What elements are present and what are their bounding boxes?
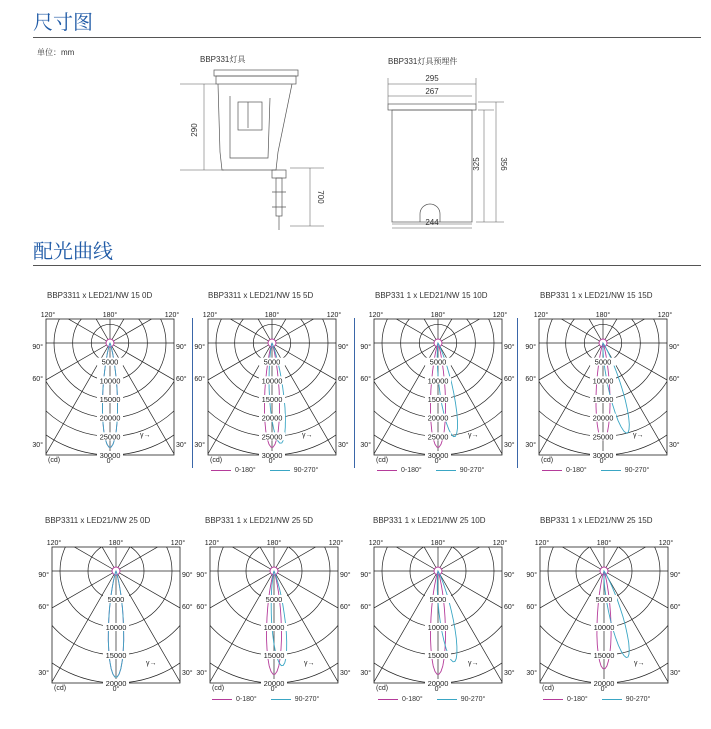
radial-label: 10000 xyxy=(592,376,614,386)
embed-drawing xyxy=(378,64,508,234)
legend-swatch-90-270 xyxy=(437,699,457,700)
angle-label: 60° xyxy=(182,604,193,611)
angle-label: 90° xyxy=(360,344,371,351)
unit-label: (cd) xyxy=(376,457,389,464)
radial-label: 15000 xyxy=(263,651,285,660)
unit-label: (cd) xyxy=(48,457,61,464)
unit-label: 单位：mm xyxy=(37,48,75,57)
gamma-indicator: γ→ xyxy=(634,660,645,667)
chart-title-7: BBP331 1 x LED21/NW 25 10D xyxy=(373,516,486,525)
fixture-drawing xyxy=(180,62,330,234)
legend-chart-2 xyxy=(211,467,318,474)
angle-label: 90° xyxy=(182,572,193,579)
unit-label: (cd) xyxy=(54,685,67,692)
radial-label: 30000 xyxy=(592,451,614,460)
legend-label-0-180: 0-180° xyxy=(236,696,257,703)
radial-label: 25000 xyxy=(99,432,121,442)
angle-label: 60° xyxy=(338,376,349,383)
polar-chart-2 xyxy=(194,307,350,469)
angle-label: 60° xyxy=(32,376,43,383)
polar-spoke xyxy=(196,571,274,697)
radial-label: 20000 xyxy=(263,679,285,688)
angle-label: 120° xyxy=(492,540,508,547)
radial-label: 25000 xyxy=(592,432,614,442)
legend-swatch-0-180 xyxy=(542,470,562,471)
radial-label: 30000 xyxy=(99,451,121,460)
angle-label: 30° xyxy=(38,670,49,677)
angle-label: 60° xyxy=(525,376,536,383)
fixture-height-dim: 290 xyxy=(190,123,199,137)
angle-label: 90° xyxy=(38,572,49,579)
chart-divider-2 xyxy=(354,318,355,468)
unit-label: (cd) xyxy=(376,685,389,692)
angle-label: 120° xyxy=(170,540,186,547)
chart-title-3: BBP331 1 x LED21/NW 15 10D xyxy=(375,291,488,300)
radial-label: 5000 xyxy=(429,357,447,367)
unit-label: (cd) xyxy=(541,457,554,464)
embed-inner-width-dim: 267 xyxy=(425,87,439,96)
polar-grid-lines xyxy=(38,535,194,697)
polar-spoke xyxy=(360,571,438,697)
radial-label: 5000 xyxy=(107,595,125,604)
fixture-stem-dim: 700 xyxy=(316,190,325,204)
angle-label: 30° xyxy=(360,670,371,677)
radial-label: 20000 xyxy=(593,679,615,688)
angle-label: 120° xyxy=(326,312,342,319)
polar-grid-lines xyxy=(525,307,681,469)
radial-label: 5000 xyxy=(594,357,612,367)
angle-label: 0° xyxy=(106,458,114,465)
angle-label: 120° xyxy=(368,312,384,319)
angle-label: 0° xyxy=(434,686,442,693)
polar-spoke xyxy=(526,571,604,697)
angle-label: 60° xyxy=(38,604,49,611)
polar-grid-lines xyxy=(194,307,350,469)
angle-label: 60° xyxy=(360,376,371,383)
legend-label-90-270: 90-270° xyxy=(625,696,651,703)
gamma-indicator: γ→ xyxy=(146,660,157,667)
angle-label: 30° xyxy=(32,442,43,449)
polar-spoke xyxy=(116,571,194,697)
angle-label: 90° xyxy=(196,572,207,579)
legend-label-0-180: 0-180° xyxy=(402,696,423,703)
angle-label: 90° xyxy=(670,572,681,579)
legend-label-90-270: 90-270° xyxy=(459,467,485,474)
curve-section-rule xyxy=(33,265,701,266)
embed-outer-width-dim: 295 xyxy=(425,74,439,83)
polar-chart-3 xyxy=(360,307,516,469)
angle-label: 180° xyxy=(595,312,611,319)
legend-chart-6 xyxy=(212,696,319,703)
embed-height-outer-dim: 356 xyxy=(499,157,508,171)
polar-spoke xyxy=(38,571,116,697)
radial-label: 15000 xyxy=(105,651,127,660)
angle-label: 180° xyxy=(108,540,124,547)
angle-label: 0° xyxy=(600,686,608,693)
polar-chart-6 xyxy=(196,535,352,697)
unit-label: (cd) xyxy=(542,685,555,692)
angle-label: 180° xyxy=(266,540,282,547)
legend-label-90-270: 90-270° xyxy=(294,696,320,703)
fixture-label: BBP331灯具 xyxy=(200,55,246,64)
legend-label-90-270: 90-270° xyxy=(624,467,650,474)
angle-label: 120° xyxy=(534,540,550,547)
polar-spoke xyxy=(438,571,516,697)
legend-chart-3 xyxy=(377,467,484,474)
angle-label: 30° xyxy=(670,670,681,677)
legend-chart-8 xyxy=(543,696,650,703)
chart-title-6: BBP331 1 x LED21/NW 25 5D xyxy=(205,516,314,525)
radial-label: 10000 xyxy=(105,623,127,632)
radial-label: 20000 xyxy=(592,413,614,423)
angle-label: 60° xyxy=(196,604,207,611)
angle-label: 60° xyxy=(504,604,515,611)
gamma-indicator: γ→ xyxy=(304,660,315,667)
legend-swatch-90-270 xyxy=(270,470,290,471)
dimension-section-rule xyxy=(33,37,701,38)
angle-label: 90° xyxy=(32,344,43,351)
polar-grid-lines xyxy=(32,307,188,469)
angle-label: 30° xyxy=(526,670,537,677)
gamma-indicator: γ→ xyxy=(140,432,151,439)
embed-height-inner-dim: 325 xyxy=(472,157,481,171)
angle-label: 30° xyxy=(504,442,515,449)
polar-spoke xyxy=(360,571,438,697)
polar-chart-4 xyxy=(525,307,681,469)
angle-label: 180° xyxy=(264,312,280,319)
polar-grid-lines xyxy=(360,307,516,469)
radial-label: 10000 xyxy=(593,623,615,632)
angle-label: 30° xyxy=(525,442,536,449)
angle-label: 90° xyxy=(669,344,680,351)
chart-title-2: BBP3311 x LED21/NW 15 5D xyxy=(208,291,314,300)
radial-label: 20000 xyxy=(427,413,449,423)
chart-title-4: BBP331 1 x LED21/NW 15 15D xyxy=(540,291,653,300)
angle-label: 120° xyxy=(328,540,344,547)
radial-label: 5000 xyxy=(595,595,613,604)
legend-swatch-90-270 xyxy=(601,470,621,471)
polar-grid-lines xyxy=(526,535,682,697)
legend-swatch-0-180 xyxy=(543,699,563,700)
radial-label: 5000 xyxy=(265,595,283,604)
radial-label: 10000 xyxy=(263,623,285,632)
chart-title-8: BBP331 1 x LED21/NW 25 15D xyxy=(540,516,653,525)
gamma-indicator: γ→ xyxy=(468,432,479,439)
angle-label: 60° xyxy=(194,376,205,383)
radial-label: 20000 xyxy=(261,413,283,423)
angle-label: 90° xyxy=(526,572,537,579)
angle-label: 60° xyxy=(669,376,680,383)
radial-label: 20000 xyxy=(427,679,449,688)
radial-label: 25000 xyxy=(427,432,449,442)
polar-spoke xyxy=(38,571,116,697)
embed-label: BBP331灯具预埋件 xyxy=(388,57,458,66)
angle-label: 120° xyxy=(533,312,549,319)
angle-label: 30° xyxy=(196,670,207,677)
angle-label: 120° xyxy=(492,312,508,319)
legend-label-0-180: 0-180° xyxy=(566,467,587,474)
radial-label: 20000 xyxy=(105,679,127,688)
polar-grid-lines xyxy=(196,535,352,697)
angle-label: 30° xyxy=(360,442,371,449)
angle-label: 30° xyxy=(182,670,193,677)
radial-label: 10000 xyxy=(261,376,283,386)
angle-label: 30° xyxy=(669,442,680,449)
radial-label: 15000 xyxy=(261,395,283,404)
angle-label: 120° xyxy=(40,312,56,319)
angle-label: 90° xyxy=(360,572,371,579)
angle-label: 30° xyxy=(194,442,205,449)
polar-chart-8 xyxy=(526,535,682,697)
polar-spoke xyxy=(116,571,194,697)
chart-title-5: BBP3311 x LED21/NW 25 0D xyxy=(45,516,151,525)
radial-label: 10000 xyxy=(427,376,449,386)
angle-label: 90° xyxy=(525,344,536,351)
curve-section-title: 配光曲线 xyxy=(33,239,113,263)
polar-spoke xyxy=(274,571,352,697)
radial-label: 20000 xyxy=(99,413,121,423)
angle-label: 90° xyxy=(338,344,349,351)
series-curve-90-270 xyxy=(437,571,457,662)
chart-divider-1 xyxy=(192,318,193,468)
legend-label-90-270: 90-270° xyxy=(460,696,486,703)
angle-label: 0° xyxy=(268,458,276,465)
legend-swatch-0-180 xyxy=(211,470,231,471)
angle-label: 60° xyxy=(340,604,351,611)
angle-label: 60° xyxy=(670,604,681,611)
dimension-section-title: 尺寸图 xyxy=(33,10,93,34)
embed-bottom-width-dim: 244 xyxy=(425,218,439,227)
legend-chart-4 xyxy=(542,467,649,474)
radial-label: 10000 xyxy=(427,623,449,632)
angle-label: 120° xyxy=(204,540,220,547)
angle-label: 90° xyxy=(176,344,187,351)
legend-swatch-0-180 xyxy=(378,699,398,700)
gamma-indicator: γ→ xyxy=(468,660,479,667)
polar-spoke xyxy=(604,571,682,697)
unit-label: (cd) xyxy=(210,457,223,464)
angle-label: 0° xyxy=(270,686,278,693)
angle-label: 180° xyxy=(430,540,446,547)
polar-grid-lines xyxy=(360,535,516,697)
series-curve-90-270 xyxy=(604,571,629,658)
polar-chart-1 xyxy=(32,307,188,469)
angle-label: 90° xyxy=(340,572,351,579)
angle-label: 120° xyxy=(46,540,62,547)
polar-chart-7 xyxy=(360,535,516,697)
angle-label: 60° xyxy=(360,604,371,611)
radial-label: 15000 xyxy=(99,395,121,404)
angle-label: 0° xyxy=(434,458,442,465)
radial-label: 15000 xyxy=(427,395,449,404)
angle-label: 0° xyxy=(599,458,607,465)
radial-label: 30000 xyxy=(261,451,283,460)
angle-label: 30° xyxy=(176,442,187,449)
angle-label: 30° xyxy=(338,442,349,449)
angle-label: 90° xyxy=(194,344,205,351)
radial-label: 15000 xyxy=(592,395,614,404)
unit-label: (cd) xyxy=(212,685,225,692)
radial-label: 5000 xyxy=(101,357,119,367)
radial-label: 5000 xyxy=(429,595,447,604)
angle-label: 180° xyxy=(596,540,612,547)
angle-label: 60° xyxy=(504,376,515,383)
angle-label: 120° xyxy=(368,540,384,547)
angle-label: 180° xyxy=(430,312,446,319)
legend-label-90-270: 90-270° xyxy=(293,467,319,474)
legend-swatch-0-180 xyxy=(377,470,397,471)
angle-label: 0° xyxy=(112,686,120,693)
radial-label: 25000 xyxy=(261,432,283,442)
radial-label: 15000 xyxy=(593,651,615,660)
polar-spoke xyxy=(274,571,352,697)
legend-label-0-180: 0-180° xyxy=(401,467,422,474)
angle-label: 180° xyxy=(102,312,118,319)
angle-label: 90° xyxy=(504,572,515,579)
chart-divider-3 xyxy=(517,318,518,468)
radial-label: 30000 xyxy=(427,451,449,460)
legend-chart-7 xyxy=(378,696,485,703)
angle-label: 120° xyxy=(658,540,674,547)
polar-spoke xyxy=(196,571,274,697)
angle-label: 120° xyxy=(657,312,673,319)
legend-swatch-90-270 xyxy=(436,470,456,471)
radial-label: 10000 xyxy=(99,376,121,386)
polar-chart-5 xyxy=(38,535,194,697)
radial-label: 15000 xyxy=(427,651,449,660)
angle-label: 60° xyxy=(526,604,537,611)
angle-label: 120° xyxy=(202,312,218,319)
polar-spoke xyxy=(526,571,604,697)
legend-swatch-90-270 xyxy=(271,699,291,700)
angle-label: 120° xyxy=(164,312,180,319)
angle-label: 30° xyxy=(504,670,515,677)
polar-spoke xyxy=(438,571,516,697)
radial-label: 5000 xyxy=(263,357,281,367)
angle-label: 90° xyxy=(504,344,515,351)
legend-swatch-0-180 xyxy=(212,699,232,700)
gamma-indicator: γ→ xyxy=(302,432,313,439)
polar-spoke xyxy=(604,571,682,697)
legend-label-0-180: 0-180° xyxy=(567,696,588,703)
legend-swatch-90-270 xyxy=(602,699,622,700)
gamma-indicator: γ→ xyxy=(633,432,644,439)
chart-title-1: BBP3311 x LED21/NW 15 0D xyxy=(47,291,153,300)
angle-label: 60° xyxy=(176,376,187,383)
legend-label-0-180: 0-180° xyxy=(235,467,256,474)
angle-label: 30° xyxy=(340,670,351,677)
